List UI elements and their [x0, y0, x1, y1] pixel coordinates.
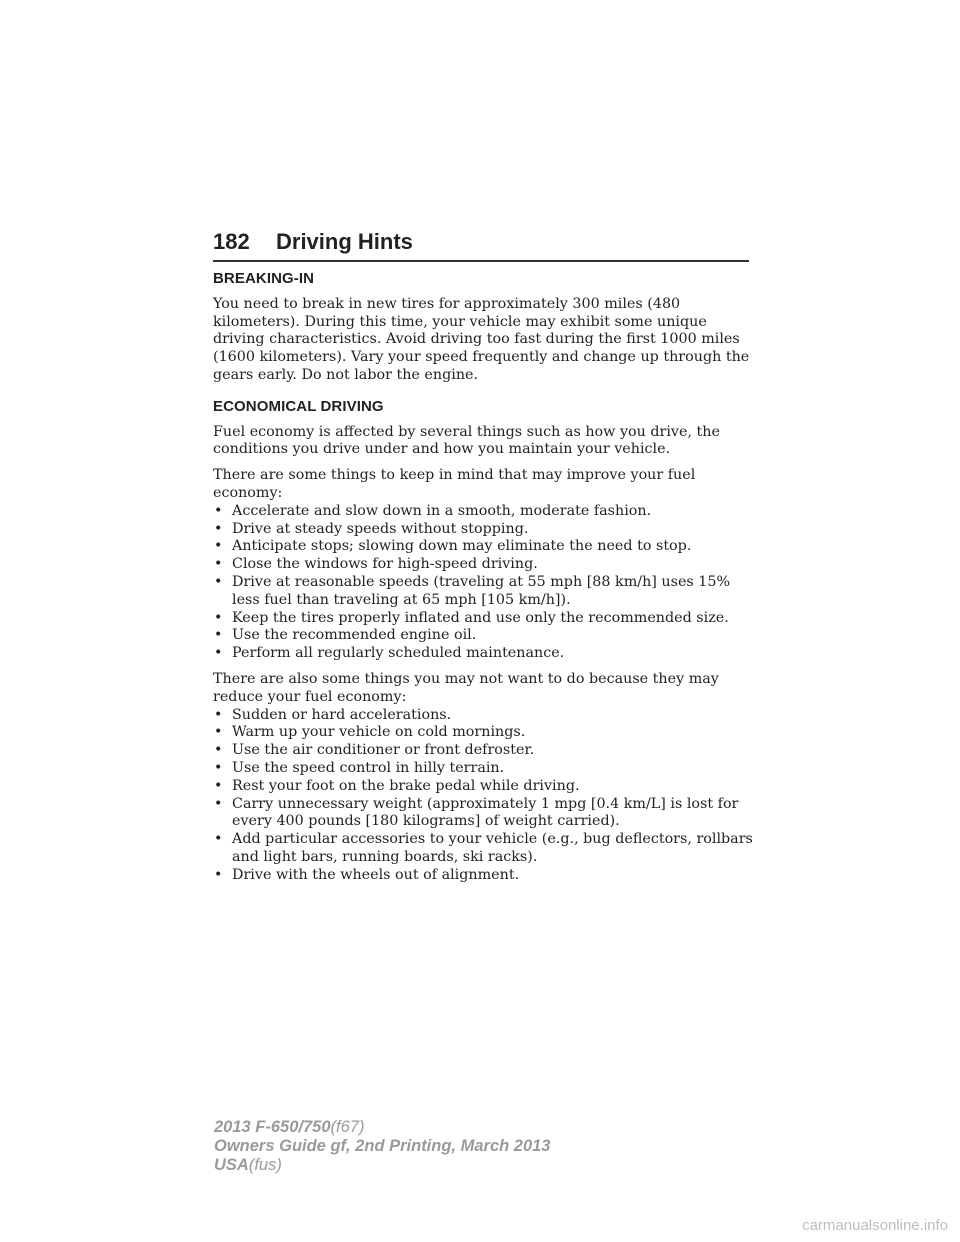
bullet-icon: • — [214, 645, 223, 662]
bullet-icon: • — [214, 538, 223, 555]
list-item: • Accelerate and slow down in a smooth, moderate fashion. — [214, 502, 652, 519]
bullet-icon: • — [214, 706, 223, 723]
list-item: • Use the speed control in hilly terrain. — [214, 759, 505, 776]
footer-line-market: USA(fus) — [214, 1156, 282, 1174]
page-body — [213, 270, 753, 893]
list-item: • Drive at steady speeds without stopping. — [214, 520, 529, 537]
list-item: • Close the windows for high-speed driving. — [214, 556, 538, 573]
improve-intro: There are some things to keep in mind that may improve your fuel economy: — [213, 467, 696, 501]
page-header — [213, 228, 749, 262]
list-item: • Warm up your vehicle on cold mornings. — [214, 724, 526, 741]
bullet-icon: • — [214, 831, 223, 848]
bullet-icon: • — [214, 573, 223, 590]
bullet-icon: • — [214, 502, 223, 519]
list-item: • Anticipate stops; slowing down may eliminate the need to stop. — [214, 538, 692, 555]
bullet-icon: • — [214, 866, 223, 883]
bullet-icon: • — [214, 742, 223, 759]
breaking-in-heading: BREAKING-IN — [213, 270, 315, 287]
list-item: • Drive with the wheels out of alignment. — [214, 866, 520, 883]
list-item: • Add particular accessories to your vehicle (e.g., bug deflectors, rollbars and light bars, running boards, ski racks). — [214, 831, 753, 865]
list-item: • Perform all regularly scheduled maintenance. — [214, 645, 565, 662]
footer-line-edition: Owners Guide gf, 2nd Printing, March 2013 — [214, 1137, 551, 1155]
bullet-icon: • — [214, 759, 223, 776]
bullet-icon: • — [214, 724, 223, 741]
bullet-icon: • — [214, 520, 223, 537]
bullet-icon: • — [214, 556, 223, 573]
bullet-icon: • — [214, 795, 223, 812]
fuel-economy-intro: Fuel economy is affected by several things such as how you drive, the conditions you drive under and how you maintain your vehicle. — [213, 423, 720, 458]
bullet-icon: • — [214, 627, 223, 644]
watermark: carmanualsonline.info — [802, 1217, 948, 1234]
reduce-intro: There are also some things you may not want to do because they may reduce your fuel economy: — [213, 670, 719, 705]
list-item: • Keep the tires properly inflated and use only the recommended size. — [214, 609, 729, 626]
improve-list — [213, 503, 753, 663]
list-item: • Use the recommended engine oil. — [214, 627, 477, 644]
chapter-title: Driving Hints — [276, 229, 413, 254]
print-footer — [214, 1118, 551, 1175]
reduce-list — [213, 707, 753, 885]
footer-line-model: 2013 F-650/750(f67) — [214, 1118, 365, 1136]
list-item: • Carry unnecessary weight (approximately 1 mpg [0.4 km/L] is lost for every 400 pounds [180 kilograms] of weight carried). — [214, 795, 739, 830]
list-item: • Drive at reasonable speeds (traveling at 55 mph [88 km/h] uses 15% less fuel than traveling at 65 mph [105 km/h]). — [214, 573, 731, 608]
list-item: • Rest your foot on the brake pedal while driving. — [214, 777, 580, 794]
bullet-icon: • — [214, 609, 223, 626]
list-item: • Sudden or hard accelerations. — [214, 706, 452, 723]
list-item: • Use the air conditioner or front defroster. — [214, 742, 535, 759]
breaking-in-paragraph: You need to break in new tires for approximately 300 miles (480 kilometers). During this time, your vehicle may exhibit some unique driving characteristics. Avoid driving too fast during the first 1000 miles (1600 kilometers). Vary your speed frequently and change up through the gears early. Do not labor the engine. — [213, 295, 750, 383]
economical-driving-heading: ECONOMICAL DRIVING — [213, 397, 384, 415]
page-number: 182 — [213, 229, 250, 254]
bullet-icon: • — [214, 777, 223, 794]
